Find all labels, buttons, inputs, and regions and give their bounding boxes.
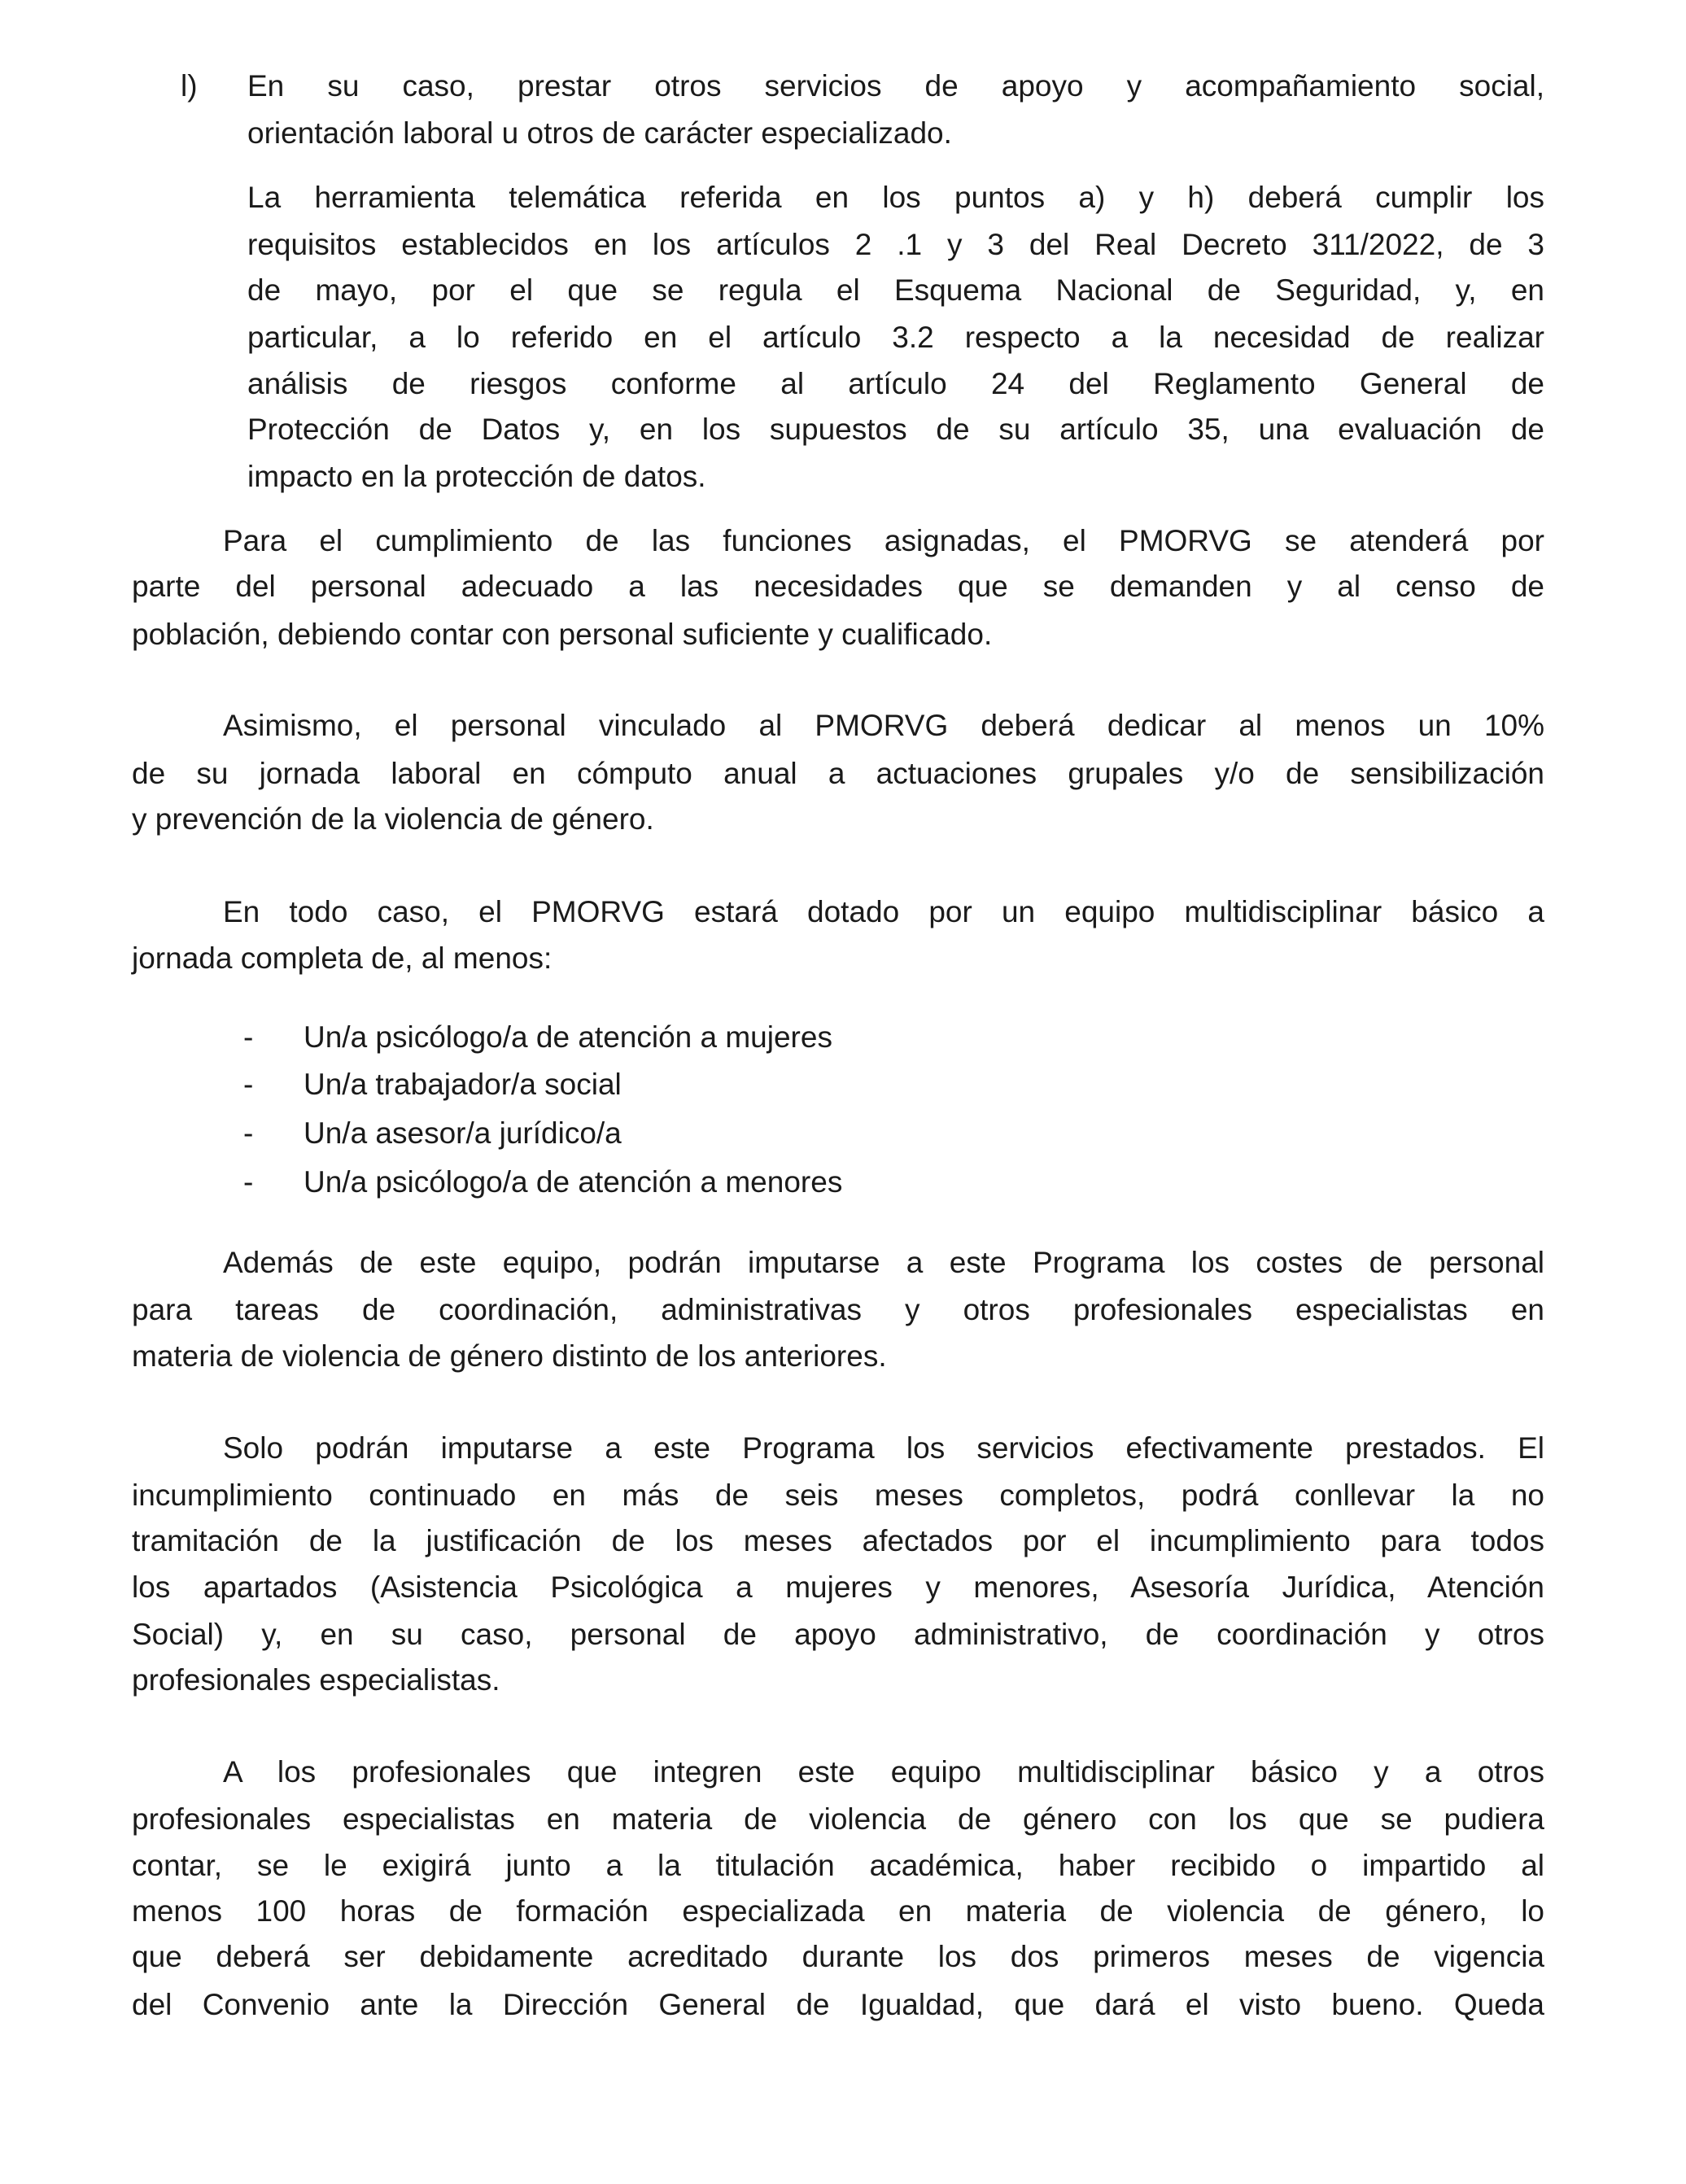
paragraph-line: Asimismo, el personal vinculado al PMORVG deberá dedicar al menos un 10%: [223, 709, 1544, 742]
paragraph-line: jornada completa de, al menos:: [132, 941, 553, 975]
paragraph-line: que deberá ser debidamente acreditado durante los dos primeros meses de vigencia: [132, 1940, 1544, 1973]
paragraph-line: menos 100 horas de formación especializada en materia de violencia de género, lo: [132, 1894, 1544, 1928]
paragraph-line: En todo caso, el PMORVG estará dotado por un equipo multidisciplinar básico a: [223, 895, 1544, 928]
paragraph-line: requisitos establecidos en los artículos 2 .1 y 3 del Real Decreto 311/2022, de 3: [247, 228, 1544, 261]
paragraph-line: Solo podrán imputarse a este Programa los servicios efectivamente prestados. El: [223, 1431, 1544, 1465]
list-item: Un/a asesor/a jurídico/a: [304, 1116, 622, 1150]
paragraph-line: impacto en la protección de datos.: [247, 460, 706, 493]
paragraph-line: de su jornada laboral en cómputo anual a actuaciones grupales y/o de sensibilización: [132, 757, 1544, 790]
paragraph-line: los apartados (Asistencia Psicológica a mujeres y menores, Asesoría Jurídica, Atención: [132, 1570, 1544, 1604]
paragraph-line: incumplimiento continuado en más de seis meses completos, podrá conllevar la no: [132, 1479, 1544, 1512]
paragraph-line: y prevención de la violencia de género.: [132, 802, 654, 836]
paragraph-line: materia de violencia de género distinto de los anteriores.: [132, 1339, 887, 1373]
paragraph-line: Protección de Datos y, en los supuestos de su artículo 35, una evaluación de: [247, 413, 1544, 446]
paragraph-line: parte del personal adecuado a las necesidades que se demanden y al censo de: [132, 570, 1544, 603]
paragraph-line: profesionales especialistas en materia de violencia de género con los que se pudiera: [132, 1802, 1544, 1836]
list-marker: l): [181, 69, 198, 103]
bullet-dash: -: [243, 1020, 254, 1054]
bullet-dash: -: [243, 1116, 254, 1150]
paragraph-line: Además de este equipo, podrán imputarse a este Programa los costes de personal: [223, 1246, 1544, 1279]
bullet-dash: -: [243, 1165, 254, 1199]
paragraph-line: La herramienta telemática referida en los puntos a) y h) deberá cumplir los: [247, 181, 1544, 214]
paragraph-line: población, debiendo contar con personal suficiente y cualificado.: [132, 618, 993, 651]
paragraph-line: profesionales especialistas.: [132, 1663, 500, 1697]
paragraph-line: contar, se le exigirá junto a la titulación académica, haber recibido o impartido al: [132, 1849, 1544, 1882]
item-l-line: orientación laboral u otros de carácter especializado.: [247, 116, 952, 150]
paragraph-line: de mayo, por el que se regula el Esquema Nacional de Seguridad, y, en: [247, 273, 1544, 307]
paragraph-line: Para el cumplimiento de las funciones asignadas, el PMORVG se atenderá por: [223, 524, 1544, 557]
bullet-dash: -: [243, 1068, 254, 1101]
list-item: Un/a psicólogo/a de atención a mujeres: [304, 1020, 832, 1054]
paragraph-line: A los profesionales que integren este equipo multidisciplinar básico y a otros: [223, 1755, 1544, 1789]
list-item: Un/a trabajador/a social: [304, 1068, 622, 1101]
paragraph-line: del Convenio ante la Dirección General de Igualdad, que dará el visto bueno. Queda: [132, 1988, 1544, 2021]
paragraph-line: análisis de riesgos conforme al artículo 24 del Reglamento General de: [247, 367, 1544, 400]
paragraph-line: particular, a lo referido en el artículo 3.2 respecto a la necesidad de realizar: [247, 321, 1544, 354]
list-item: Un/a psicólogo/a de atención a menores: [304, 1165, 843, 1199]
item-l-line: En su caso, prestar otros servicios de apoyo y acompañamiento social,: [247, 69, 1544, 103]
paragraph-line: Social) y, en su caso, personal de apoyo administrativo, de coordinación y otros: [132, 1618, 1544, 1651]
paragraph-line: para tareas de coordinación, administrativas y otros profesionales especialistas en: [132, 1293, 1544, 1326]
paragraph-line: tramitación de la justificación de los meses afectados por el incumplimiento para todos: [132, 1524, 1544, 1557]
